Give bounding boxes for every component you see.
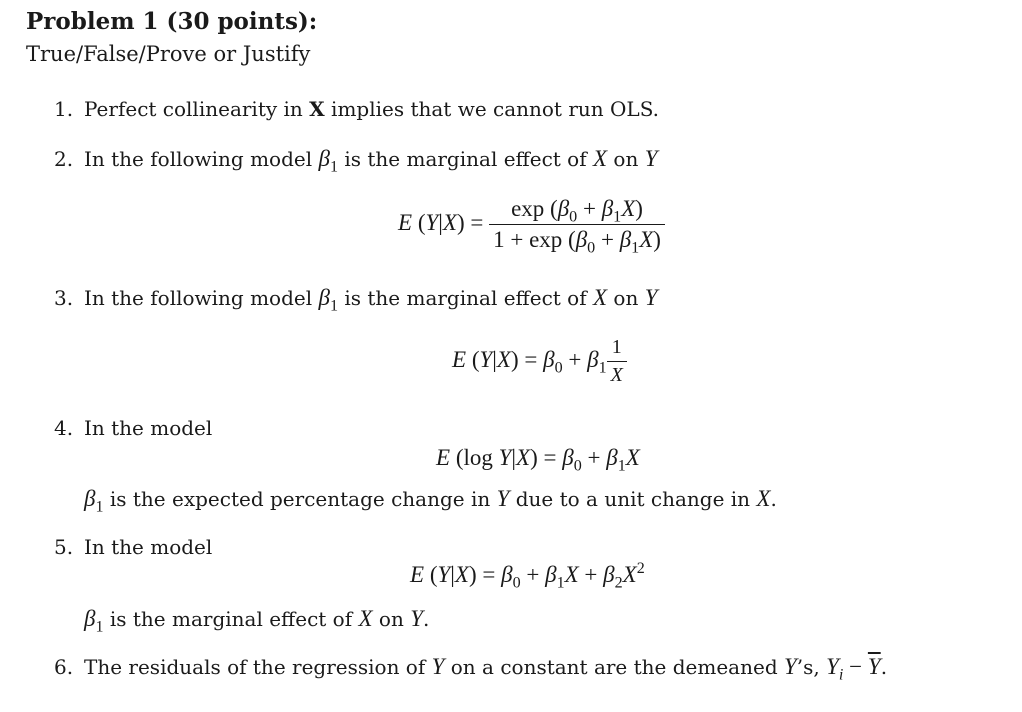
list-item-1: [54, 97, 659, 121]
item-text: In the following model: [84, 286, 319, 310]
item-text: on a constant are the demeaned: [444, 655, 784, 679]
list-item-5: [54, 535, 212, 559]
list-item-3: 3. In the following model $\beta_1$ is the marginal effect of X on Y: [54, 285, 658, 315]
item-number: 6.: [54, 655, 74, 679]
item-text: on: [607, 147, 645, 171]
equation-quadratic: E $(Y|X) = \beta_0 + \beta_1X + \beta_2X^2$: [410, 560, 645, 592]
item-number: 1.: [54, 97, 74, 121]
item-text: In the following model: [84, 147, 319, 171]
item-text: is the expected percentage change in: [103, 487, 497, 511]
item-number: 4.: [54, 416, 74, 440]
item-text: due to a unit change in: [509, 487, 757, 511]
item-text: In the model: [84, 416, 213, 440]
equation-logit: E (Y|X) = $\frac{\exp (\beta_0 + \beta_1X)}{1 + \exp (\beta_0 + \beta_1X)}$: [398, 196, 665, 253]
list-item-4: [54, 416, 212, 440]
problem-subtitle: True/False/Prove or Justify: [26, 42, 311, 66]
item-number: 2.: [54, 147, 74, 171]
item-5-continuation: $\beta_1$ is the marginal effect of X on Y.: [84, 606, 430, 636]
problem-title: Problem 1 (30 points):: [26, 8, 318, 35]
list-item-2: 2. In the following model $\beta_1$ is the marginal effect of X on Y: [54, 146, 658, 176]
item-text: implies that we cannot run OLS.: [324, 97, 660, 121]
item-text: on: [607, 286, 645, 310]
item-number: 5.: [54, 535, 74, 559]
matrix-symbol: X: [309, 97, 325, 121]
item-4-continuation: $\beta_1$ is the expected percentage change in Y due to a unit change in X.: [84, 486, 777, 516]
item-text: In the model: [84, 535, 213, 559]
list-item-6: 6. The residuals of the regression of Y on a constant are the demeaned Y’s, $Y_i - \overline{Y}$.: [54, 654, 888, 684]
equation-reciprocal: E $(Y|X) = \beta_0 + \beta_1$ $\frac{1}{X}$: [452, 336, 627, 387]
item-number: 3.: [54, 286, 74, 310]
item-text: on: [372, 607, 411, 631]
item-text: Perfect collinearity in: [84, 97, 310, 121]
item-text: is the marginal effect of: [103, 607, 359, 631]
equation-log: E (log $Y|X) = \beta_0 + \beta_1X$: [436, 445, 640, 475]
item-text: The residuals of the regression of: [84, 655, 432, 679]
item-text: ’s,: [796, 655, 827, 679]
item-text: is the marginal effect of: [338, 286, 593, 310]
beta1-symbol: $\beta_1$: [318, 146, 338, 176]
item-text: is the marginal effect of: [338, 147, 593, 171]
